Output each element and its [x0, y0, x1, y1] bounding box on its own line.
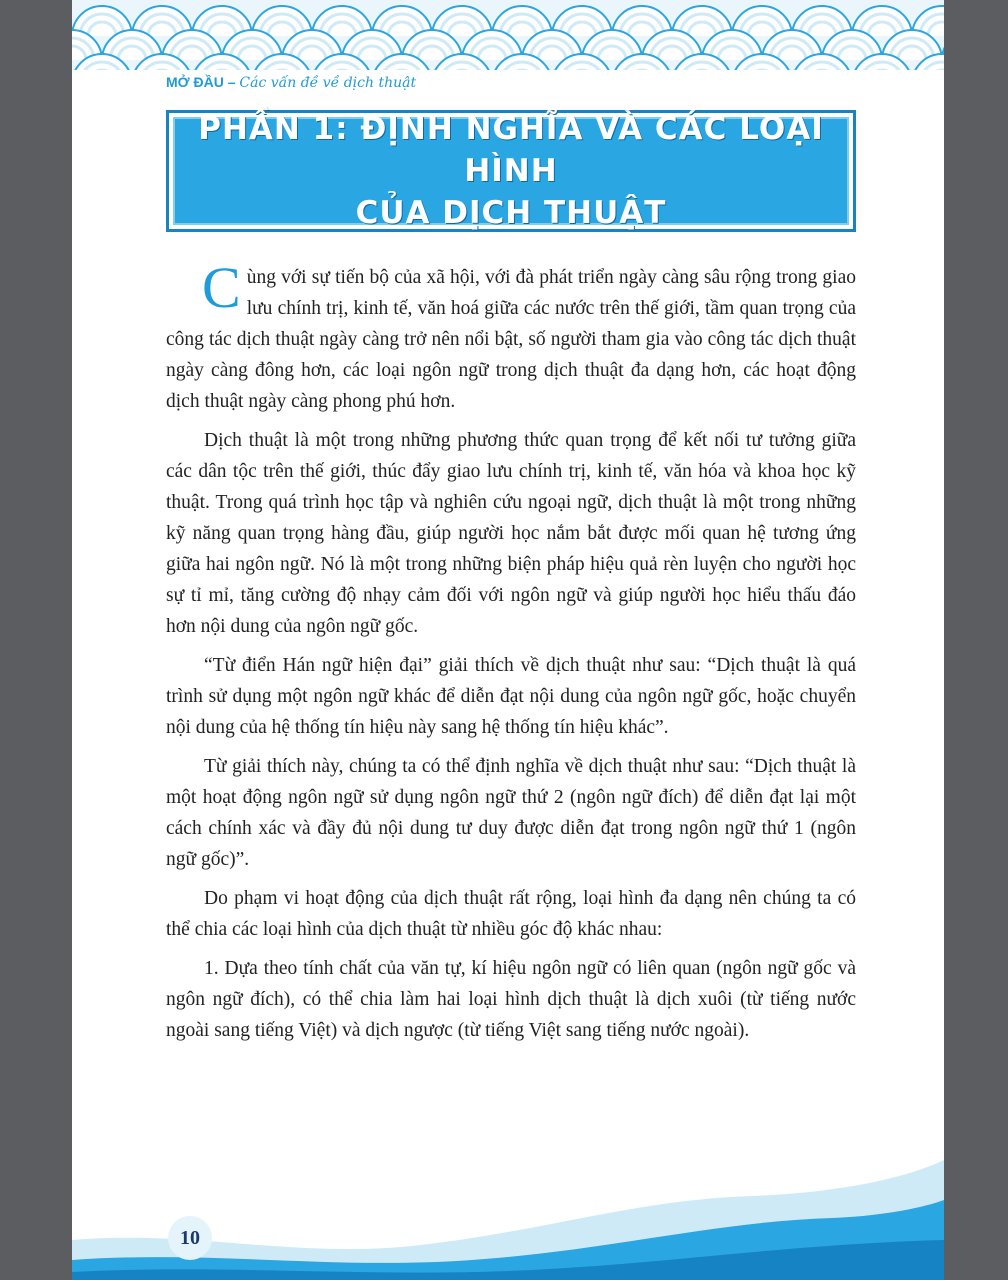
- running-header: [166, 74, 416, 91]
- header-section: MỞ ĐẦU: [166, 74, 224, 90]
- paragraph-1-text: ùng với sự tiến bộ của xã hội, với đà phát triển ngày càng sâu rộng trong giao lưu chính trị, kinh tế, văn hoá giữa các nước trên thế giới, tầm quan trọng của công tác dịch thuật ngày càng trở nên nổi bật, số người tham gia vào công tác dịch thuật ngày càng đông hơn, các loại ngôn ngữ trong dịch thuật đa dạng hơn, các hoạt động dịch thuật ngày càng phong phú hơn.: [166, 267, 856, 412]
- page-number-badge: [168, 1216, 212, 1260]
- paragraph-6: 1. Dựa theo tính chất của văn tự, kí hiệu ngôn ngữ có liên quan (ngôn ngữ gốc và ngôn ngữ đích), có thể chia làm hai loại hình dịch thuật là dịch xuôi (từ tiếng nước ngoài sang tiếng Việt) và dịch ngược (từ tiếng Việt sang tiếng nước ngoài).: [166, 958, 856, 1041]
- paragraph-4: Từ giải thích này, chúng ta có thể định nghĩa về dịch thuật như sau: “Dịch thuật là một hoạt động ngôn ngữ sử dụng ngôn ngữ thứ 2 (ngôn ngữ đích) để diễn đạt lại một cách chính xác và đầy đủ nội dung tư duy được diễn đạt trong ngôn ngữ thứ 1 (ngôn ngữ gốc)”.: [166, 756, 856, 870]
- chapter-title-line-1: PHẦN 1: ĐỊNH NGHĨA VÀ CÁC LOẠI HÌNH: [198, 111, 824, 189]
- body-text: [166, 255, 856, 1054]
- chapter-title-line-2: CỦA DỊCH THUẬT: [355, 195, 667, 231]
- book-page: [72, 0, 944, 1280]
- paragraph-1: [166, 255, 856, 417]
- paragraph-5: Do phạm vi hoạt động của dịch thuật rất rộng, loại hình đa dạng nên chúng ta có thể chia các loại hình của dịch thuật từ nhiều góc độ khác nhau:: [166, 888, 856, 940]
- top-wave-pattern: [72, 0, 944, 70]
- page-number: 10: [180, 1226, 200, 1249]
- header-dash: –: [223, 74, 240, 90]
- drop-cap: C: [202, 255, 241, 320]
- chapter-title-box: [166, 110, 856, 232]
- header-subtitle: Các vấn đề về dịch thuật: [239, 75, 417, 91]
- paragraph-2: Dịch thuật là một trong những phương thức quan trọng để kết nối tư tưởng giữa các dân tộc trên thế giới, thúc đẩy giao lưu chính trị, kinh tế, văn hóa và khoa học kỹ thuật. Trong quá trình học tập và nghiên cứu ngoại ngữ, dịch thuật là một trong những kỹ năng quan trọng hàng đầu, giúp người học nắm bắt được mối quan hệ tương ứng giữa hai ngôn ngữ. Nó là một trong những biện pháp hiệu quả rèn luyện cho người học sự tỉ mỉ, tăng cường độ nhạy cảm đối với ngôn ngữ và giúp người học hiểu thấu đáo hơn nội dung của ngôn ngữ gốc.: [166, 430, 856, 637]
- chapter-title: [169, 108, 853, 234]
- paragraph-3: “Từ điển Hán ngữ hiện đại” giải thích về dịch thuật như sau: “Dịch thuật là quá trình sử dụng một ngôn ngữ khác để diễn đạt nội dung của ngôn ngữ gốc, hoặc chuyển nội dung của hệ thống tín hiệu này sang hệ thống tín hiệu khác”.: [166, 655, 856, 738]
